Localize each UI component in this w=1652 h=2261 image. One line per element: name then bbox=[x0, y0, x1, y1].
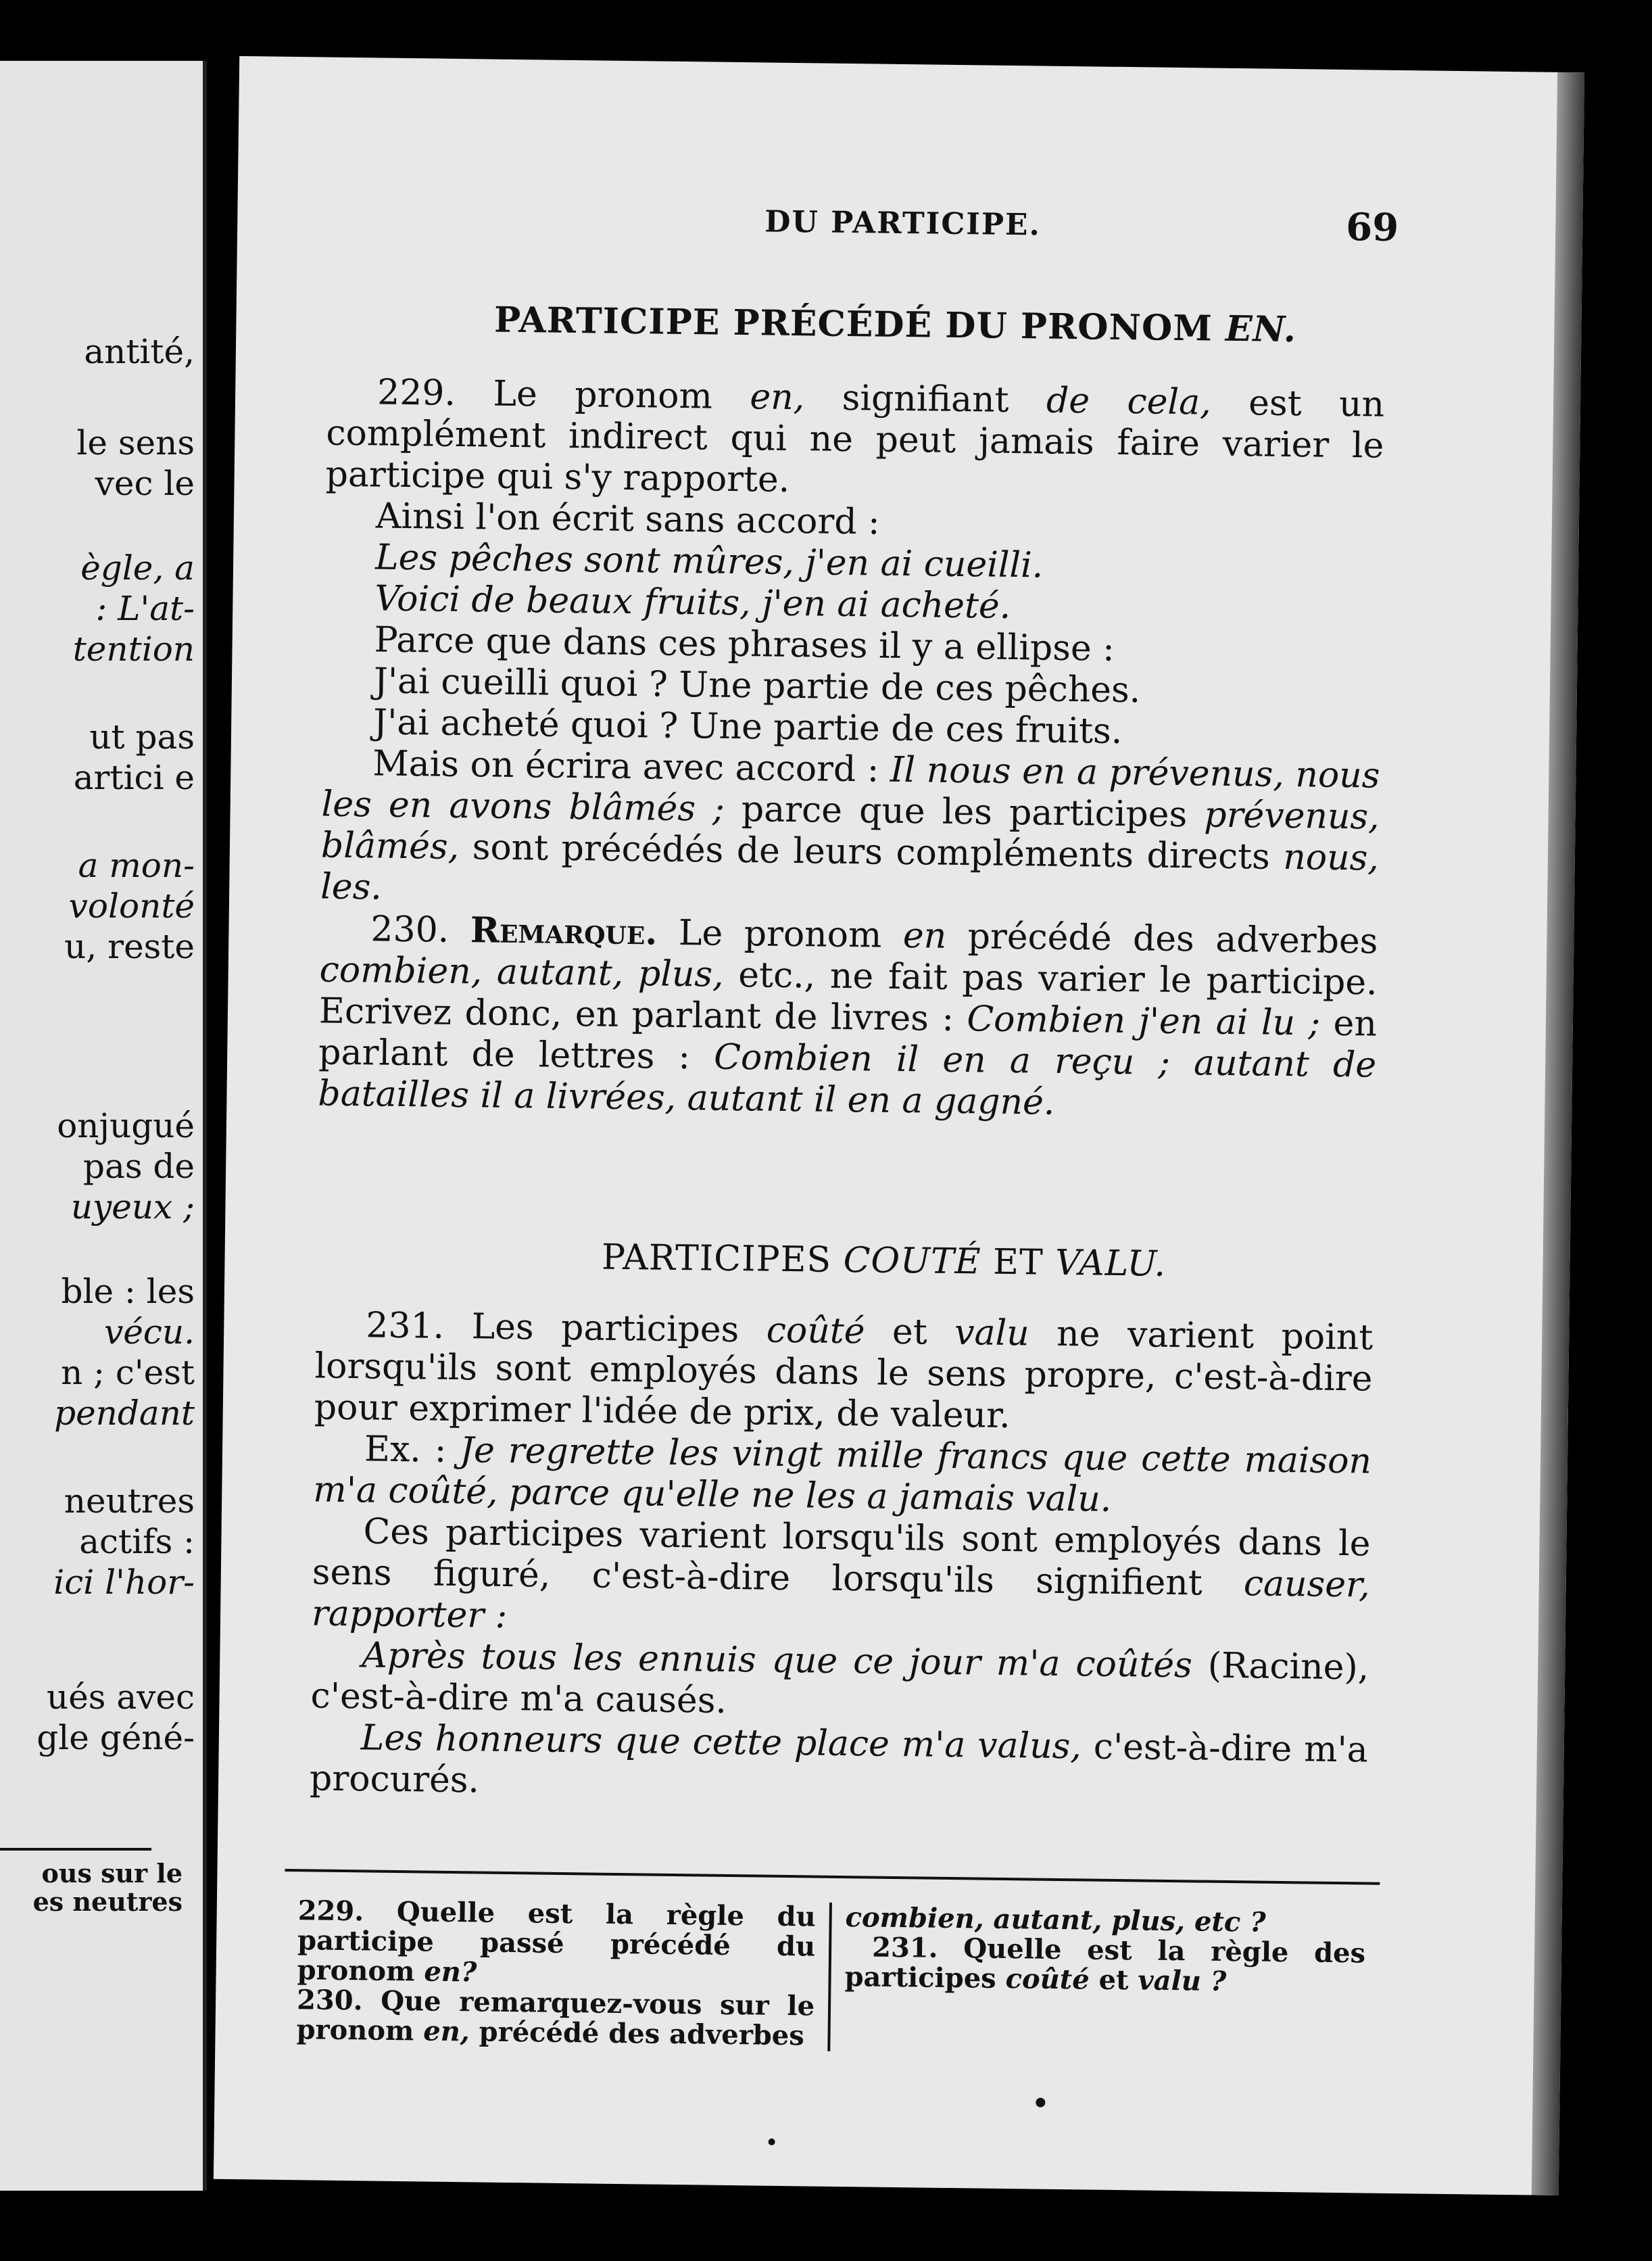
left-line: vécu. bbox=[104, 1312, 195, 1352]
left-line: ués avec bbox=[47, 1677, 195, 1717]
left-line: gle géné- bbox=[37, 1718, 195, 1757]
left-line: n ; c'est bbox=[61, 1353, 195, 1392]
paragraph-apres: Après tous les ennuis que ce jour m'a coûtés (Racine), c'est-à-dire m'a causés. bbox=[310, 1635, 1369, 1721]
example-line: Voici de beaux fruits, j'en ai acheté. bbox=[374, 578, 1011, 627]
footnote-column-right bbox=[830, 1903, 1380, 2058]
page-spine-shadow bbox=[1532, 72, 1584, 2195]
footnote-rule bbox=[285, 1869, 1380, 1885]
section-heading-en bbox=[236, 296, 1555, 354]
paragraph-ces: Ces participes varient lorsqu'ils sont employés dans le sens figuré, c'est-à-dire lorsqu'ils signifient causer, rapporter : bbox=[311, 1511, 1371, 1636]
paragraph-parce: Parce que dans ces phrases il y a ellipse : bbox=[374, 619, 1115, 669]
left-footnote-rule bbox=[0, 1848, 151, 1851]
footnotes bbox=[283, 1896, 1380, 2058]
left-line: onjugué bbox=[57, 1106, 195, 1145]
left-line: actifs : bbox=[79, 1522, 195, 1561]
paragraph-example: Ex. : Je regrette les vingt mille francs que cette maison m'a coûté, parce qu'elle ne les a jamais valu. bbox=[312, 1429, 1372, 1520]
left-line: tention bbox=[72, 629, 195, 669]
left-line: volonté bbox=[68, 886, 195, 926]
left-line: ut pas bbox=[89, 717, 195, 757]
book-page bbox=[214, 56, 1584, 2195]
section-body-coute-valu bbox=[310, 1304, 1374, 1812]
left-footnote-line: ous sur le bbox=[41, 1858, 183, 1888]
paragraph-honneurs: Les honneurs que cette place m'a valus, c'est-à-dire m'a procurés. bbox=[309, 1717, 1369, 1801]
left-line: le sens bbox=[76, 423, 195, 462]
section-heading-text: PARTICIPE PRÉCÉDÉ DU PRONOM bbox=[493, 299, 1213, 350]
question-line: J'ai acheté quoi ? Une partie de ces fruits. bbox=[372, 702, 1123, 752]
left-line: pas de bbox=[83, 1147, 195, 1186]
paragraph-mais: Mais on écrira avec accord : Il nous en a prévenus, nous les en avons blâmés ; parce que les participes prévenus, blâmés, sont précédés de leurs compléments directs nous, les. bbox=[320, 743, 1380, 908]
left-footnote-line: es neutres bbox=[32, 1886, 183, 1917]
footnote-229: 229. Quelle est la règle du participe passé précédé du pronom en? bbox=[297, 1895, 816, 1989]
left-line: ègle, a bbox=[80, 548, 195, 588]
left-line: artici e bbox=[73, 758, 195, 797]
left-line: vec le bbox=[95, 464, 195, 503]
left-line: uyeux ; bbox=[70, 1187, 195, 1227]
section-heading-coute-valu: PARTICIPES COUTÉ ET VALU. bbox=[601, 1237, 1167, 1285]
ink-speck bbox=[769, 2139, 775, 2145]
paragraph-229: 229. Le pronom en, signifiant de cela, est un complément indirect qui ne peut jamais faire varier le participe qui s'y rapporte. bbox=[325, 372, 1385, 500]
footnote-230: 230. Que remarquez-vous sur le pronom en, précédé des adverbes bbox=[296, 1984, 815, 2052]
page-number: 69 bbox=[1345, 204, 1399, 250]
left-line: neutres bbox=[64, 1481, 195, 1521]
left-line: : L'at- bbox=[95, 589, 195, 628]
left-page-fragment bbox=[0, 61, 207, 2191]
footnote-column-left bbox=[283, 1896, 832, 2051]
left-line: u, reste bbox=[64, 927, 195, 966]
ink-speck bbox=[1036, 2098, 1045, 2108]
question-line: J'ai cueilli quoi ? Une partie de ces pêches. bbox=[373, 661, 1141, 711]
footnote-230-cont: combien, autant, plus, etc ? bbox=[845, 1901, 1266, 1938]
left-line: pendant bbox=[54, 1394, 195, 1433]
section-body-en bbox=[318, 372, 1384, 1128]
paragraph-231: 231. Les participes coûté et valu ne varient point lorsqu'ils sont employés dans le sens propre, c'est-à-dire pour exprimer l'idée de prix, de valeur. bbox=[314, 1305, 1374, 1437]
left-line: antité, bbox=[84, 332, 195, 371]
paragraph-ainsi: Ainsi l'on écrit sans accord : bbox=[375, 496, 881, 543]
left-line: ble : les bbox=[61, 1272, 195, 1311]
paragraph-230: 230. Remarque. Le pronom en précédé des adverbes combien, autant, plus, etc., ne fait pas varier le participe. Ecrivez donc, en parlant de livres : Combien j'en ai lu ; en parlant de lettres : Combien il en a reçu ; autant de batailles il a livrées, autant il en a gagné. bbox=[318, 909, 1378, 1123]
running-head: DU PARTICIPE. bbox=[764, 204, 1042, 243]
left-line: a mon- bbox=[78, 846, 195, 885]
left-line: ici l'hor- bbox=[53, 1563, 195, 1602]
example-line: Les pêches sont mûres, j'en ai cueilli. bbox=[374, 537, 1044, 586]
section-heading-em: EN. bbox=[1225, 308, 1297, 351]
footnote-231: 231. Quelle est la règle des participes coûté et valu ? bbox=[844, 1931, 1366, 1998]
